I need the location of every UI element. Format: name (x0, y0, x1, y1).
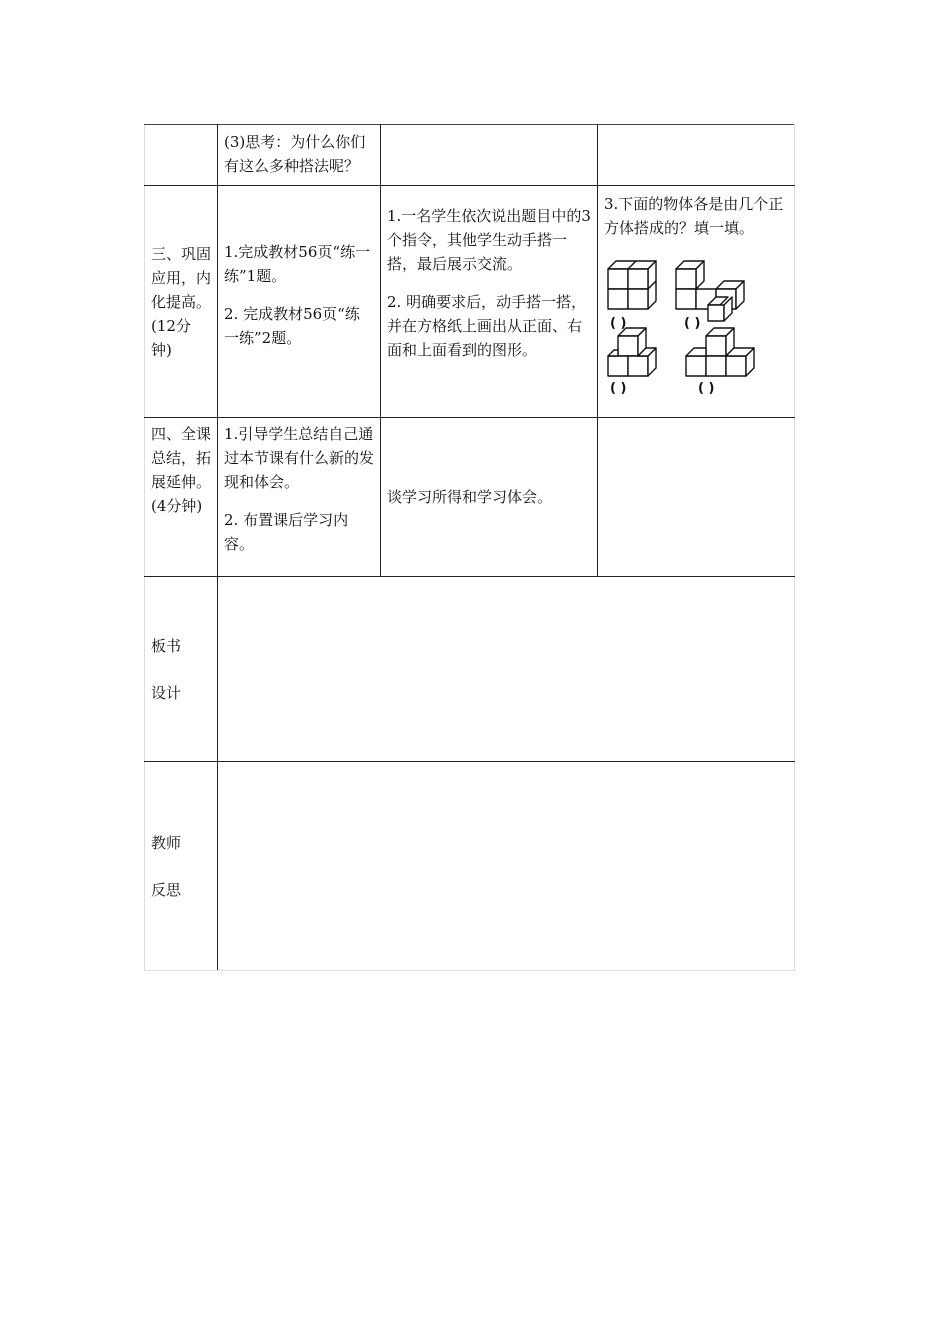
teacher-reflection-label: 反思 (151, 880, 182, 899)
cube-figures (604, 246, 784, 396)
board-design-label: 设计 (151, 683, 182, 702)
table-row (145, 577, 795, 762)
cube-figure-2 (676, 261, 744, 321)
exercise-cell (598, 125, 795, 186)
exercise-cell (598, 186, 795, 418)
student-activity-cell (381, 186, 598, 418)
table-row (145, 762, 795, 971)
stage-cell (145, 125, 218, 186)
teacher-activity-text: (3)思考：为什么你们有这么多种搭法呢？ (224, 133, 366, 175)
board-design-content[interactable] (218, 577, 795, 762)
lesson-plan-table (144, 124, 795, 971)
teacher-activity-text: 2. 完成教材56页“练一练”2题。 (224, 305, 360, 347)
student-activity-text: 1.一名学生依次说出题目中的3个指令，其他学生动手搭一搭，最后展示交流。 (387, 207, 591, 273)
table-row (145, 125, 795, 186)
exercise-text: 3.下面的物体各是由几个正方体搭成的？填一填。 (604, 195, 784, 237)
stage-cell (145, 418, 218, 577)
answer-blank[interactable]: ( ) (610, 316, 627, 331)
teacher-activity-text: 2. 布置课后学习内容。 (224, 511, 349, 553)
teacher-activity-text: 1.完成教材56页“练一练”1题。 (224, 243, 371, 285)
cube-figure-3 (608, 328, 656, 376)
teacher-reflection-label: 教师 (151, 833, 182, 852)
teacher-activity-cell (218, 125, 381, 186)
student-activity-text: 2. 明确要求后，动手搭一搭，并在方格纸上画出从正面、右面和上面看到的图形。 (387, 293, 587, 359)
cube-figure-4 (686, 328, 754, 376)
teacher-activity-cell (218, 186, 381, 418)
table-row (145, 186, 795, 418)
student-activity-text: 谈学习所得和学习体会。 (387, 488, 553, 506)
exercise-cell (598, 418, 795, 577)
table-row (145, 418, 795, 577)
stage-cell (145, 186, 218, 418)
answer-blank[interactable]: ( ) (684, 316, 701, 331)
teacher-activity-text: 1.引导学生总结自己通过本节课有什么新的发现和体会。 (224, 425, 375, 491)
cube-figure-1 (608, 261, 656, 309)
stage-text: 三、巩固应用，内化提高。(12分钟) (151, 244, 212, 359)
answer-blank[interactable]: ( ) (698, 381, 715, 396)
teacher-activity-cell (218, 418, 381, 577)
teacher-reflection-content[interactable] (218, 762, 795, 971)
cube-figures-drawing (604, 246, 784, 396)
stage-text: 四、全课总结，拓展延伸。(4分钟) (151, 425, 212, 515)
student-activity-cell (381, 125, 598, 186)
answer-blank[interactable]: ( ) (610, 381, 627, 396)
board-design-label: 板书 (151, 636, 182, 655)
teacher-reflection-label-cell (145, 762, 218, 971)
board-design-label-cell (145, 577, 218, 762)
student-activity-cell (381, 418, 598, 577)
